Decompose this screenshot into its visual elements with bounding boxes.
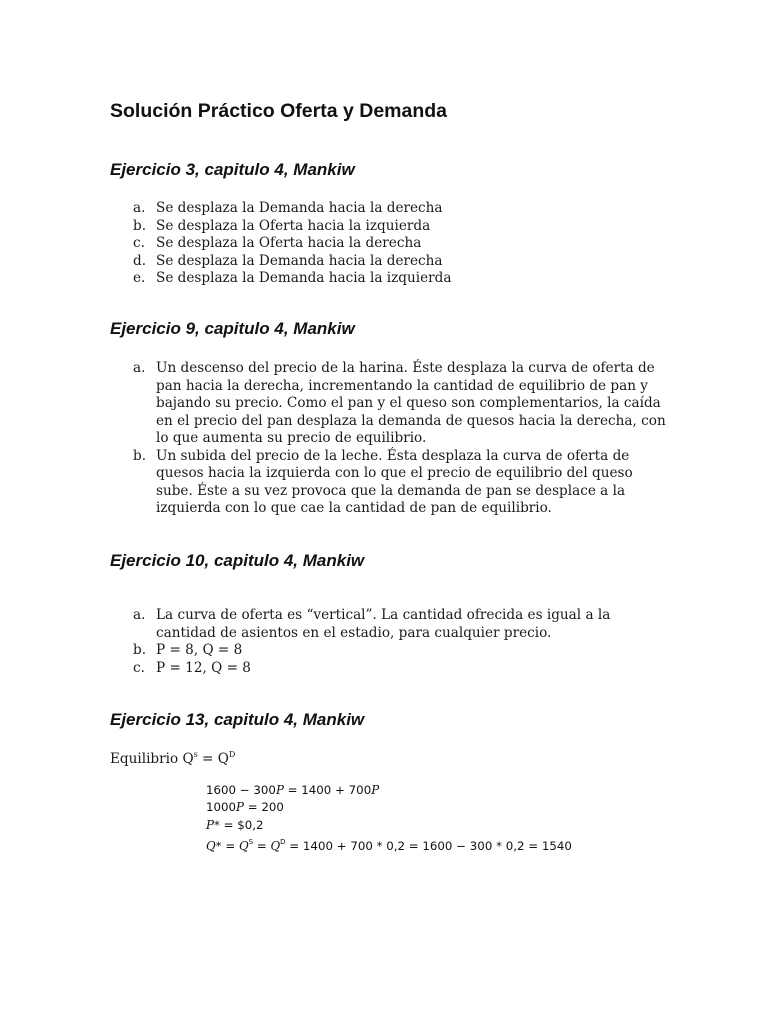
equation-line-1: 1600 − 300P = 1400 + 700P bbox=[206, 783, 380, 797]
item-line: Un descenso del precio de la harina. Éste desplaza la curva de oferta de bbox=[156, 360, 655, 376]
item-label: d. bbox=[133, 252, 147, 269]
list-item bbox=[133, 253, 673, 271]
item-text: Se desplaza la Oferta hacia la izquierda bbox=[156, 217, 431, 234]
item-line: La curva de oferta es “vertical”. La cantidad ofrecida es igual a la bbox=[156, 607, 611, 623]
item-label: c. bbox=[133, 235, 145, 251]
item-line: izquierda con lo que cae la cantidad de pan de equilibrio. bbox=[156, 500, 552, 516]
item-text: Se desplaza la Demanda hacia la izquierda bbox=[156, 270, 452, 286]
answer-list-ej9 bbox=[133, 360, 673, 518]
item-label: a. bbox=[133, 607, 146, 623]
item-label: a. bbox=[133, 360, 146, 376]
list-item bbox=[133, 448, 673, 518]
equilibrium-condition: Equilibrio $Q^s = Q^D$ bbox=[110, 750, 236, 767]
section-heading-ej3: Ejercicio 3, capitulo 4, Mankiw bbox=[110, 160, 355, 179]
document-title: Solución Práctico Oferta y Demanda bbox=[110, 100, 448, 122]
list-item bbox=[133, 235, 673, 253]
item-text: Se desplaza la Demanda hacia la derecha bbox=[156, 200, 443, 216]
item-label: b. bbox=[133, 447, 147, 464]
equation-line-2: 1000P = 200 bbox=[206, 800, 284, 815]
item-line: quesos hacia la izquierda con lo que el precio de equilibrio del queso bbox=[156, 465, 633, 481]
answer-list-ej3 bbox=[133, 200, 673, 288]
item-text: P = 8, Q = 8 bbox=[156, 642, 243, 658]
item-line: cantidad de asientos en el estadio, para cualquier precio. bbox=[156, 624, 552, 641]
item-line: pan hacia la derecha, incrementando la cantidad de equilibrio de pan y bbox=[156, 377, 648, 394]
list-item bbox=[133, 218, 673, 236]
equation-line-4: $Q* = Q^S = Q^D = 1400 + 700 * 0,2 = 1600 - 300 * 0,2 = 1540$ bbox=[206, 837, 572, 853]
section-heading-ej13: Ejercicio 13, capitulo 4, Mankiw bbox=[110, 710, 365, 729]
item-text: Se desplaza la Oferta hacia la derecha bbox=[156, 235, 422, 251]
list-item bbox=[133, 200, 673, 218]
item-text: P = 12, Q = 8 bbox=[156, 659, 251, 676]
item-line: lo que aumenta su precio de equilibrio. bbox=[156, 430, 427, 446]
item-text: Se desplaza la Demanda hacia la derecha bbox=[156, 252, 443, 269]
section-heading-ej10: Ejercicio 10, capitulo 4, Mankiw bbox=[110, 551, 365, 570]
equation-block bbox=[206, 782, 626, 855]
list-item bbox=[133, 360, 673, 448]
item-line: sube. Éste a su vez provoca que la demanda de pan se desplace a la bbox=[156, 482, 626, 499]
item-label: b. bbox=[133, 217, 147, 234]
section-heading-ej9: Ejercicio 9, capitulo 4, Mankiw bbox=[110, 319, 355, 338]
answer-list-ej10 bbox=[133, 607, 673, 677]
list-item bbox=[133, 642, 673, 660]
item-line: en el precio del pan desplaza la demanda de quesos hacia la derecha, con bbox=[156, 412, 666, 429]
list-item bbox=[133, 660, 673, 678]
item-line: Un subida del precio de la leche. Ésta desplaza la curva de oferta de bbox=[156, 447, 630, 464]
list-item bbox=[133, 607, 673, 642]
item-label: e. bbox=[133, 270, 146, 286]
equation-line-3: P* = $0,2 bbox=[206, 817, 264, 832]
item-line: bajando su precio. Como el pan y el queso son complementarios, la caída bbox=[156, 395, 661, 411]
item-label: b. bbox=[133, 642, 147, 658]
list-item bbox=[133, 270, 673, 288]
item-label: a. bbox=[133, 200, 146, 216]
item-label: c. bbox=[133, 659, 145, 676]
